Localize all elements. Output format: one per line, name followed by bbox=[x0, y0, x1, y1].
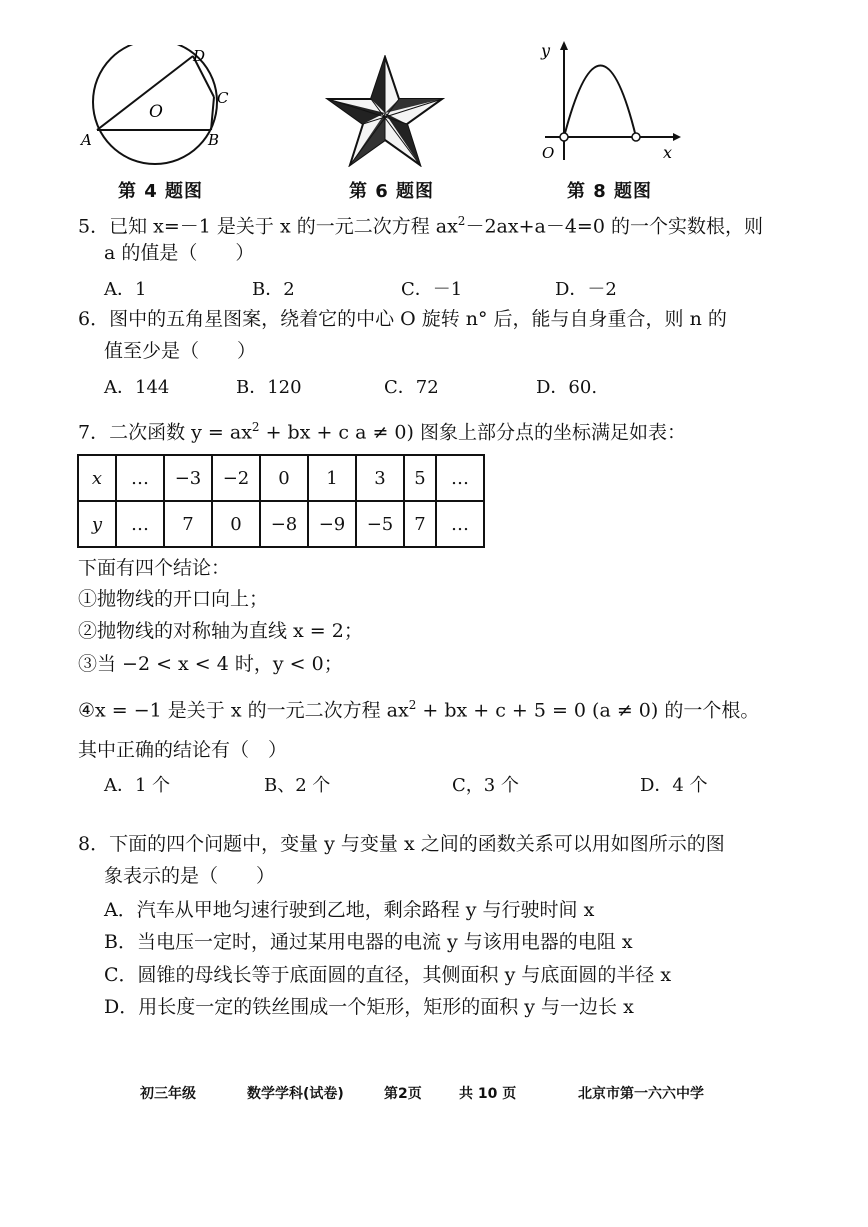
label-a: A bbox=[81, 131, 92, 149]
x-axis-arrow bbox=[673, 133, 681, 141]
label-o: O bbox=[542, 144, 555, 162]
table-cell: … bbox=[436, 501, 484, 547]
figure-4-caption: 第 4 题图 bbox=[118, 181, 204, 202]
table-cell: 7 bbox=[164, 501, 212, 547]
q5-option-b: B．2 bbox=[252, 279, 295, 300]
footer-school: 北京市第一六六中学 bbox=[578, 1086, 704, 1102]
q7-option-c: C，3 个 bbox=[452, 775, 519, 796]
table-cell: … bbox=[116, 455, 164, 501]
table-header-x: x bbox=[78, 455, 116, 501]
table-cell: 7 bbox=[404, 501, 436, 547]
figure-6-star-diagram bbox=[325, 55, 445, 167]
table-cell: 3 bbox=[356, 455, 404, 501]
q5-line2: a 的值是（ ） bbox=[104, 242, 255, 264]
chord-ad bbox=[97, 56, 193, 130]
table-cell: 0 bbox=[260, 455, 308, 501]
table-cell: 1 bbox=[308, 455, 356, 501]
figure-8-caption: 第 8 题图 bbox=[567, 181, 653, 202]
table-cell: −5 bbox=[356, 501, 404, 547]
label-c: C bbox=[217, 89, 229, 107]
table-cell: 5 bbox=[404, 455, 436, 501]
table-cell: … bbox=[116, 501, 164, 547]
parabola-curve bbox=[564, 66, 636, 138]
q7-conclusion-4: ④x = −1 是关于 x 的一元二次方程 $ax^2$ + bx + c + 5 = 0 (a ≠ 0) 的一个根。 bbox=[78, 698, 760, 722]
q6-option-d: D．60. bbox=[536, 377, 598, 398]
q7-intro: 下面有四个结论： bbox=[78, 557, 231, 579]
q8-option-d: D．用长度一定的铁丝围成一个矩形，矩形的面积 y 与一边长 x bbox=[104, 996, 634, 1018]
open-point-right bbox=[632, 133, 640, 141]
q7-line1: 7．二次函数 $y = ax^2$ + bx + c a ≠ 0) 图象上部分点的坐标满足如表： bbox=[78, 420, 686, 444]
q6-line2: 值至少是（ ） bbox=[104, 340, 257, 362]
table-cell: −9 bbox=[308, 501, 356, 547]
q7-conclusion-3: ③当 −2 < x < 4 时，y < 0； bbox=[78, 653, 343, 675]
label-d: D bbox=[193, 47, 206, 65]
q7-option-a: A．1 个 bbox=[104, 775, 171, 796]
y-axis-arrow bbox=[560, 41, 568, 50]
footer-grade: 初三年级 bbox=[140, 1086, 196, 1102]
q6-line1: 6．图中的五角星图案，绕着它的中心 O 旋转 n° 后，能与自身重合，则 n 的 bbox=[78, 308, 727, 330]
q7-option-d: D．4 个 bbox=[640, 775, 708, 796]
figure-8-graph-diagram bbox=[535, 38, 685, 168]
table-row-x bbox=[78, 455, 484, 501]
table-row-y bbox=[78, 501, 484, 547]
open-point-origin bbox=[560, 133, 568, 141]
table-cell: … bbox=[436, 455, 484, 501]
footer-subject: 数学学科(试卷) bbox=[247, 1086, 344, 1102]
q7-ask: 其中正确的结论有（ ） bbox=[78, 739, 288, 761]
table-cell: −2 bbox=[212, 455, 260, 501]
q8-option-b: B．当电压一定时，通过某用电器的电流 y 与该用电器的电阻 x bbox=[104, 931, 633, 953]
footer-page: 第2页 bbox=[384, 1086, 422, 1102]
q6-option-c: C．72 bbox=[384, 377, 439, 398]
q8-option-c: C．圆锥的母线长等于底面圆的直径，其侧面积 y 与底面圆的半径 x bbox=[104, 964, 672, 986]
label-y: y bbox=[541, 41, 551, 60]
q7-conclusion-2: ②抛物线的对称轴为直线 x = 2； bbox=[78, 620, 363, 642]
q8-option-a: A．汽车从甲地匀速行驶到乙地，剩余路程 y 与行驶时间 x bbox=[104, 899, 595, 921]
q8-line2: 象表示的是（ ） bbox=[104, 865, 276, 887]
footer-total: 共 10 页 bbox=[459, 1086, 517, 1102]
table-cell: 0 bbox=[212, 501, 260, 547]
table-header-y: y bbox=[78, 501, 116, 547]
q7-value-table bbox=[77, 454, 485, 548]
q6-option-b: B．120 bbox=[236, 377, 302, 398]
q5-option-a: A．1 bbox=[104, 279, 147, 300]
figure-6-caption: 第 6 题图 bbox=[349, 181, 435, 202]
q7-option-b: B、2 个 bbox=[264, 775, 331, 796]
label-o: O bbox=[149, 102, 163, 122]
q5-line1: 5．已知 x=－1 是关于 x 的一元二次方程 $ax^2-2ax+a-4=0$ 的一个实数根，则 bbox=[78, 214, 763, 238]
q5-option-d: D．－2 bbox=[555, 279, 617, 300]
label-x: x bbox=[663, 143, 673, 162]
table-cell: −3 bbox=[164, 455, 212, 501]
figure-4-circle-diagram bbox=[75, 45, 250, 165]
q5-option-c: C．－1 bbox=[401, 279, 463, 300]
q8-line1: 8．下面的四个问题中，变量 y 与变量 x 之间的函数关系可以用如图所示的图 bbox=[78, 833, 725, 855]
table-cell: −8 bbox=[260, 501, 308, 547]
q7-conclusion-1: ①抛物线的开口向上； bbox=[78, 588, 269, 610]
label-b: B bbox=[208, 131, 220, 149]
q6-option-a: A．144 bbox=[104, 377, 170, 398]
